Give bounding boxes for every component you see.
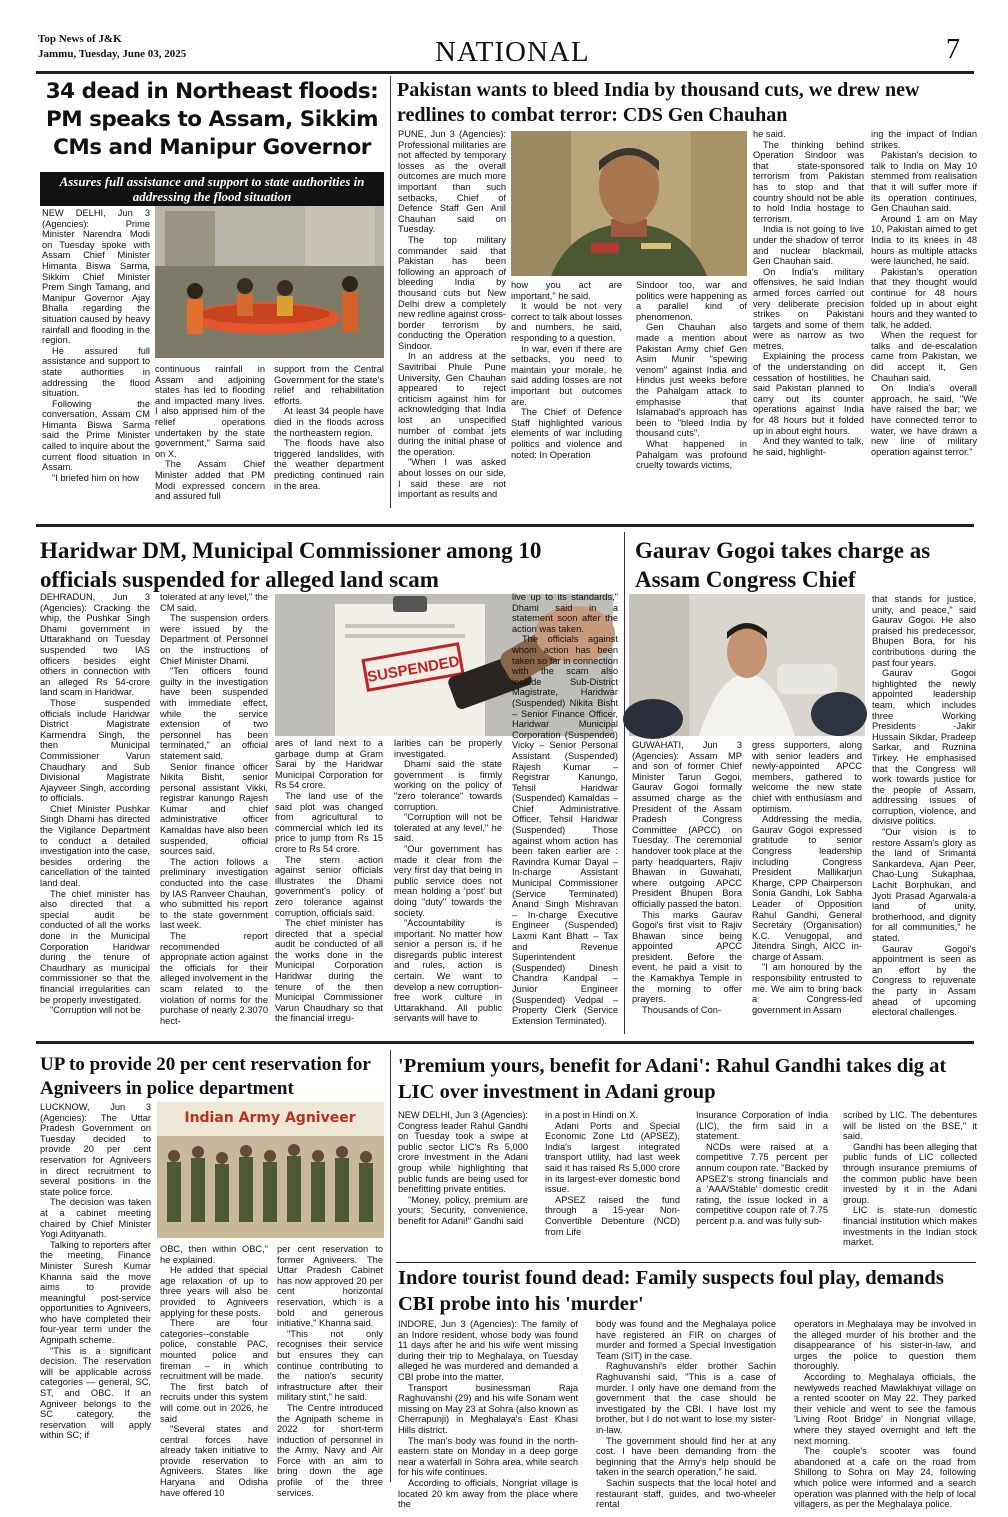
adani-col-2: in a post in Hindi on X. Adani Ports and Special Economic Zone Ltd (APSEZ), India's largest integrated transport utility, had last week said it has raised Rs 5,000 crore in its largest-ever domestic bond issue. APSEZ raised the fund through a 15-year Non-Convertible Debenture (NCD) from Life [545,1110,680,1237]
haridwar-headline: Haridwar DM, Municipal Commissioner among 10 officials suspended for alleged land scam [40,538,542,592]
gogoi-col-1: GUWAHATI, Jun 3 (Agencies): Assam MP and son of former Chief Minister Tarun Gogoi, Gaurav Gogoi formally assumed charge as the President of the Assam Pradesh Congress Committee (APCC) on Tuesday. The ceremonial handover took place at the party headquarters, Rajiv Bhawan in Guwahati, where outgoing APCC President Bhupen Bora officially passed the baton. This marks Gaurav Gogoi's first visit to Rajiv Bhawan since being appointed APCC president. Before the event, he paid a visit to the Kamakhya Temple in the morning to offer prayers. Thousands of Con- [632,740,742,1015]
adani-col-3: Insurance Corporation of India (LIC), the firm said in a statement. NCDs were raised at a competitive 7.75 percent per annum coupon rate. "Backed by APSEZ's strong financials and a 'AAA/Stable' domestic credit rating, the issue locked in a competitive coupon rate of 7.75 percent p.a. and was fully sub- [696,1110,828,1226]
gogoi-col-2: gress supporters, along with senior leaders and newly-appointed APCC members, gathered to welcome the new state chief with enthusiasm and optimism. Addressing the media, Gaurav Gogoi expressed gratitude to senior Congress leadership including Congress President Mallikarjun Kharge, CPP Chairperson Sonia Gandhi, Lok Sabha Leader of Opposition Rahul Gandhi, General Secretary (Organisation) K.C. Venugopal, and Jitendra Singh, AICC in-charge of Assam. "I am honoured by the responsibility entrusted to me. We aim to bring back a Congress-led government in Assam [752,740,862,1015]
section-title: NATIONAL [435,36,590,68]
haridwar-col-2: tolerated at any level," the CM said. The suspension orders were issued by the Department of Personnel on the instructions of Chief Minister Dhami. "Ten officers found guilty in the investigation have been suspended with immediate effect, while the service extension of two personnel has been terminated," an official statement said. Senior finance officer Nikita Bisht, senior personal assistant Vikki, registrar kanungo Rajesh Kumar and chief administrative officer Kamaldas have also been suspended, official sources said. The action follows a preliminary investigation conducted into the case by IAS Ranveer Chauhan, who submitted his report to the state government last week. The report recommended appropriate action against the officials for their alleged involvement in the scam related to the violation of norms for the purchase of nearly 2.3070 hect- [160,592,269,1026]
flood-headline: 34 dead in Northeast floods: PM speaks to Assam, Sikkim CMs and Manipur Governor [45,79,379,160]
indore-col-1: INDORE, Jun 3 (Agencies): The family of an Indore resident, whose body was found 11 days after he and his wife went missing during their trip to Meghalaya, on Tuesday alleged he was murdered and demanded a CBI probe into the matter. Transport businessman Raja Raghuvanshi (29) and his wife Sonam went missing on May 23 at Sohra (also known as Cherrapunji) in Meghalaya's East Khasi Hills district. The man's body was found in the north-eastern state on Monday in a deep gorge near a waterfall in Sohra area, while search for his wife continues. According to officials, Nongriat village is located 20 km away from the place where the [398,1319,578,1510]
gogoi-col-3: that stands for justice, unity, and peace," said Gaurav Gogoi. He also praised his predecessor, Bhupen Bora, for his contributions during the past four years. Gaurav Gogoi highlighted the newly appointed leadership team, which includes three Working Presidents -Jakir Hussain Sikdar, Pradeep Sarkar, and Ruznina Tirkey. He emphasised that the Congress will work towards justice for the people of Assam, addressing issues of corruption, violence, and divisive politics. "Our vision is to restore Assam's glory as the land of Srimanta Sankardeva, Ajan Peer, Chao-Lung Sukaphaa, Lachit Borphukan, and Jyoti Prasad Agarwala-a land of unity, brotherhood, and dignity for all communities," he stated. Gaurav Gogoi's appointment is seen as an effort by the Congress to rejuvenate the party in Assam ahead of upcoming electoral challenges. [872,594,976,1018]
cds-headline: Pakistan wants to bleed India by thousand cuts, we drew new redlines to combat terror: CDS Gen Chauhan [397,79,920,126]
agniveer-col-1: LUCKNOW, Jun 3 (Agencies): The Uttar Pradesh Government on Tuesday decided to provide 20 per cent reservation for Agniveers in direct recruitment to several positions in the state police force. The decision was taken at a cabinet meeting chaired by Chief Minister Yogi Adityanath. Talking to reporters after the meeting, Finance Minister Suresh Kumar Khanna said the move aims to provide meaningful post-service opportunities to Agniveers, who have completed their four-year term under the Agnipath scheme. "This is a significant decision. The reservation will be applicable across categories — general, SC, ST, and OBC. If an Agniveer belongs to the SC category, the reservation will apply within SC; if [40,1102,151,1441]
haridwar-col-3: ares of land next to a garbage dump at Gram Sarai by the Haridwar Municipal Corporation for Rs 54 crore. The land use of the said plot was changed from agricultural to commercial which led its price to jump from Rs 15 crore to Rs 54 crore. The stern action against senior officials illustrates the Dhami government's policy of zero tolerance against corruption, officials said. The chief minister has directed that a special audit be conducted of all the works done in the Municipal Corporation Haridwar during the tenure of the then Municipal Commissioner Varun Chaudhary so that the financial irregu- [275,738,383,1024]
paper-name: Top News of J&K [38,33,122,45]
agniveer-photo-caption: Indian Army Agniveer [184,1110,356,1126]
adani-headline: 'Premium yours, benefit for Adani': Rahul Gandhi takes dig at LIC over investment in Adani group [398,1055,947,1103]
cds-col-4: he said. The thinking behind Operation Sindoor was that state-sponsored terrorism from Pakistan has to stop and that country should not be able to hold India hostage to terrorism. India is not going to live under the shadow of terror and nuclear blackmail, Gen Chauhan said. On India's military offensives, he said Indian armed forces carried out very deliberate precision strikes on Pakistani targets and some of them were as narrow as two metres. Explaining the process of the understanding on cessation of hostilities, he said Pakistan planned to carry out its counter operations against India for 48 hours but it folded up in about eight hours. And they wanted to talk, he said, highlight- [753,129,864,457]
haridwar-col-4: larities can be properly investigated. Dhami said the state government is firmly working on the policy of "zero tolerance" towards corruption. "Corruption will not be tolerated at any level," he said. "Our government has made it clear from the very first day that being in public service does not mean holding a 'post' but doing "duty" towards the society. "Accountability is important. No matter how senior a person is, if he disregards public interest and rules, action is certain. We want to develop a new corruption-free work culture in Uttarakhand. All public servants will have to [394,738,502,1024]
stamp-text: SUSPENDED [365,652,461,686]
cds-col-1: PUNE, Jun 3 (Agencies): Professional militaries are not affected by temporary losses as the overall outcomes are much more important than such setbacks, Chief of Defence Staff Gen Anil Chauhan said on Tuesday. The top military commander said that Pakistan has been following an approach of bleeding India by thousand cuts but New Delhi drew a completely new redline against cross-border terrorism by conducting the Operation Sindoor. In an address at the Savitribai Phule Pune University, Gen Chauhan appeared to reject criticism against him for acknowledging that India lost an unspecified number of combat jets during the initial phase of the operation. "When I was asked about losses on our side, I said these are not important as results and [398,129,506,500]
flood-col-2: continuous rainfall in Assam and adjoining states has led to flooding and impacted many lives. I also apprised him of the relief operations undertaken by the state government," Sarma said on X. The Assam Chief Minister added that PM Modi expressed concern and assured full [155,364,265,502]
cds-general-photo [511,131,747,276]
agniveer-headline: UP to provide 20 per cent reservation for Agniveers in police department [40,1054,371,1099]
page-number: 7 [946,34,960,65]
agniveer-photo [157,1102,384,1238]
adani-col-4: scribed by LIC. The debentures will be listed on the BSE," it said. Gandhi has been alleging that public funds of LIC collected through insurance premiums of the common public have been invested by it in the Adani group. LIC is state-run domestic financial institution which makes investments in the Indian stock market. [843,1110,977,1248]
agniveer-col-2: OBC, then within OBC," he explained. He added that special age relaxation of up to three years will also be provided to Agniveers applying for these posts. There are four categories--constable police, constable PAC, mounted police and fireman – in which recruitment will be made. The first batch of recruits under this system will come out in 2026, he said "Several states and central forces have already taken initiative to provide reservation to Agniveers. States like Haryana and Odisha have offered 10 [160,1244,268,1498]
column-divider [624,532,625,1034]
gogoi-press-photo [629,594,865,736]
masthead-rule [36,71,974,74]
section-rule-2 [36,1041,974,1044]
haridwar-col-5: live up to its standards," Dhami said in a statement soon after the action was taken. The officials against whom action has been taken so far in connection with the scam also include Sub-District Magistrate, Haridwar (Suspended) Nikita Bisht – Senior Finance Officer, Haridwar Municipal Corporation (Suspended) Vicky – Senior Personal Assistant (Suspended) Rajesh Kumar – Registrar Kanungo, Tehsil Haridwar (Suspended) Kamaldas – Chief Administrative Officer, Tehsil Haridwar (Suspended) Those against whom action has been taken earlier are : Ravindra Kumar Dayal – In-charge Assistant Municipal Commissioner (Service Terminated) Anand Singh Mishravan – In-charge Executive Engineer (Suspended) Laxmi Kant Bhatt – Tax and Revenue Superintendent (Suspended) Dinesh Chandra Kandpal – Junior Engineer (Suspended) Vedpal – Property Clerk (Service Extension Terminated). [512,592,618,1026]
cds-col-2: how you act are important," he said. It would be not very correct to talk about losses and numbers, he said, responding to a question. In war, even if there are setbacks, you need to maintain your morale, he said adding losses are not important but outcomes are. The Chief of Defence Staff highlighted various elements of war including politics and violence and noted: In Operation [511,280,622,460]
dateline: Jammu, Tuesday, June 03, 2025 [38,48,187,60]
gogoi-headline: Gaurav Gogoi takes charge as Assam Congress Chief [635,538,931,592]
adani-col-1: NEW DELHI, Jun 3 (Agencies): Congress leader Rahul Gandhi on Tuesday took a swipe at public sector LIC's Rs 5,000 crore investment in the Adani group while highlighting that public funds are being used for benefitting private entities. "Money, policy, premium are yours; Security, convenience, benefit for Adani!" Gandhi said [398,1110,528,1226]
cds-col-3: Sindoor too, war and politics were happening as a parallel kind of phenomenon. Gen Chauhan also made a mention about Pakistan Army chief Gen Asim Munir "spewing venom" against India and Hindus just weeks before the Pahalgam attack to emphasise that Islamabad's approach has been to "bleed India by thousand cuts". What happened in Pahalgam was profound cruelty towards victims, [636,280,747,471]
agniveer-col-3: per cent reservation to former Agniveers. The Uttar Pradesh Cabinet has now approved 20 per cent horizontal reservation, which is a bold and generous initiative," Khanna said. "This not only recognises their service but ensures they can continue contributing to the nation's security infrastructure after their military stint," he said. The Centre introduced the Agnipath scheme in 2022 for short-term induction of personnel in the Army, Navy and Air Force with an aim to bring down the age profile of the three services. [277,1244,383,1498]
cds-col-5: ing the impact of Indian strikes. Pakistan's decision to talk to India on May 10 stemmed from realisation that it will suffer more if its operation continues, Gen Chauhan said. Around 1 am on May 10, Pakistan aimed to get India to its knees in 48 hours as multiple attacks were launched, he said. Pakistan's operation that they thought would continue for 48 hours folded up in about eight hours and they wanted to talk, he added. When the request for talks and de-escalation came from Pakistan, we did accept it, Gen Chauhan said. On India's overall approach, he said, "We have raised the bar; we have connected terror to water, we have drawn a new line of military operation against terror." [871,129,977,457]
masthead-paper-info [38,32,186,62]
indore-col-3: operators in Meghalaya may be involved in the alleged murder of his brother and the disappearance of his sister-in-law, and urges the police to question them thoroughly. According to Meghalaya officials, the newlyweds reached Mawlakhiyat village on a rented scooter on May 22. They parked their vehicle and went to see the famous 'Living Root Bridge' in Nongriat village, where they stayed overnight and left the next morning. The couple's scooter was found abandoned at a cafe on the road from Shillong to Sohra on May 24, following which police were informed and a search operation was planned with the help of local villagers, as per the Meghalaya police. [794,1319,976,1510]
flood-col-1: NEW DELHI, Jun 3 (Agencies): Prime Minister Narendra Modi on Tuesday spoke with Assam Chief Minister Himanta Biswa Sarma, Sikkim Chief Minister Prem Singh Tamang, and Manipur Governor Ajay Bhalla regarding the situation caused by heavy rainfall and flooding in the region. He assured full assistance and support to state authorities in addressing the flood situation. Following the conversation, Assam CM Himanta Biswa Sarma said the Prime Minister called to inquire about the current flood situation in Assam. "I briefed him on how [42,208,150,483]
flood-deck: Assures full assistance and support to state authorities in addressing the flood situation [40,172,384,206]
section-rule-1 [36,524,974,527]
flood-rescue-photo [155,206,384,358]
section-rule-3 [396,1262,976,1263]
column-divider [390,1050,391,1482]
column-divider [390,76,391,508]
indore-headline: Indore tourist found dead: Family suspects foul play, demands CBI probe into his 'murder' [398,1267,944,1315]
indore-col-2: body was found and the Meghalaya police have registered an FIR on charges of murder and formed a Special Investigation Team (SIT) in the case. Raghuvanshi's elder brother Sachin Raghuvanshi said, "This is a case of murder. I only have one demand from the government that the case should be investigated by the CBI. I have lost my brother, but I do not want to lose my sister-in-law. The government should find her at any cost. I have been demanding from the beginning that the Army's help should be taken in the search operation," he said. Sachin suspects that the local hotel and restaurant staff, guides, and two-wheeler rental [596,1319,776,1510]
flood-col-3: support from the Central Government for the state's relief and rehabilitation efforts. At least 34 people have died in the floods across the northeastern region. The floods have also triggered landslides, with the weather department predicting continued rain in the area. [274,364,384,491]
haridwar-col-1: DEHRADUN, Jun 3 (Agencies): Cracking the whip, the Pushkar Singh Dhami government in Uttarakhand on Tuesday suspended two IAS officers besides eight others in connection with an alleged Rs 54-crore land scam in Haridwar. Those suspended officials include Haridwar District Magistrate Karmendra Singh, the then Municipal Commissioner Varun Chaudhary and Sub Divisional Magistrate Ajayveer Singh, according to officials. Chief Minister Pushkar Singh Dhami has directed the Vigilance Department to conduct a detailed investigation into the case, besides ordering the cancellation of the tainted land deal. The chief minister has also directed that a special audit be conducted of all the works done in the Municipal Corporation Haridwar during the tenure of Chaudhary as municipal commissioner so that the financial irregularities can be properly investigated. "Corruption will not be [40,592,150,1016]
